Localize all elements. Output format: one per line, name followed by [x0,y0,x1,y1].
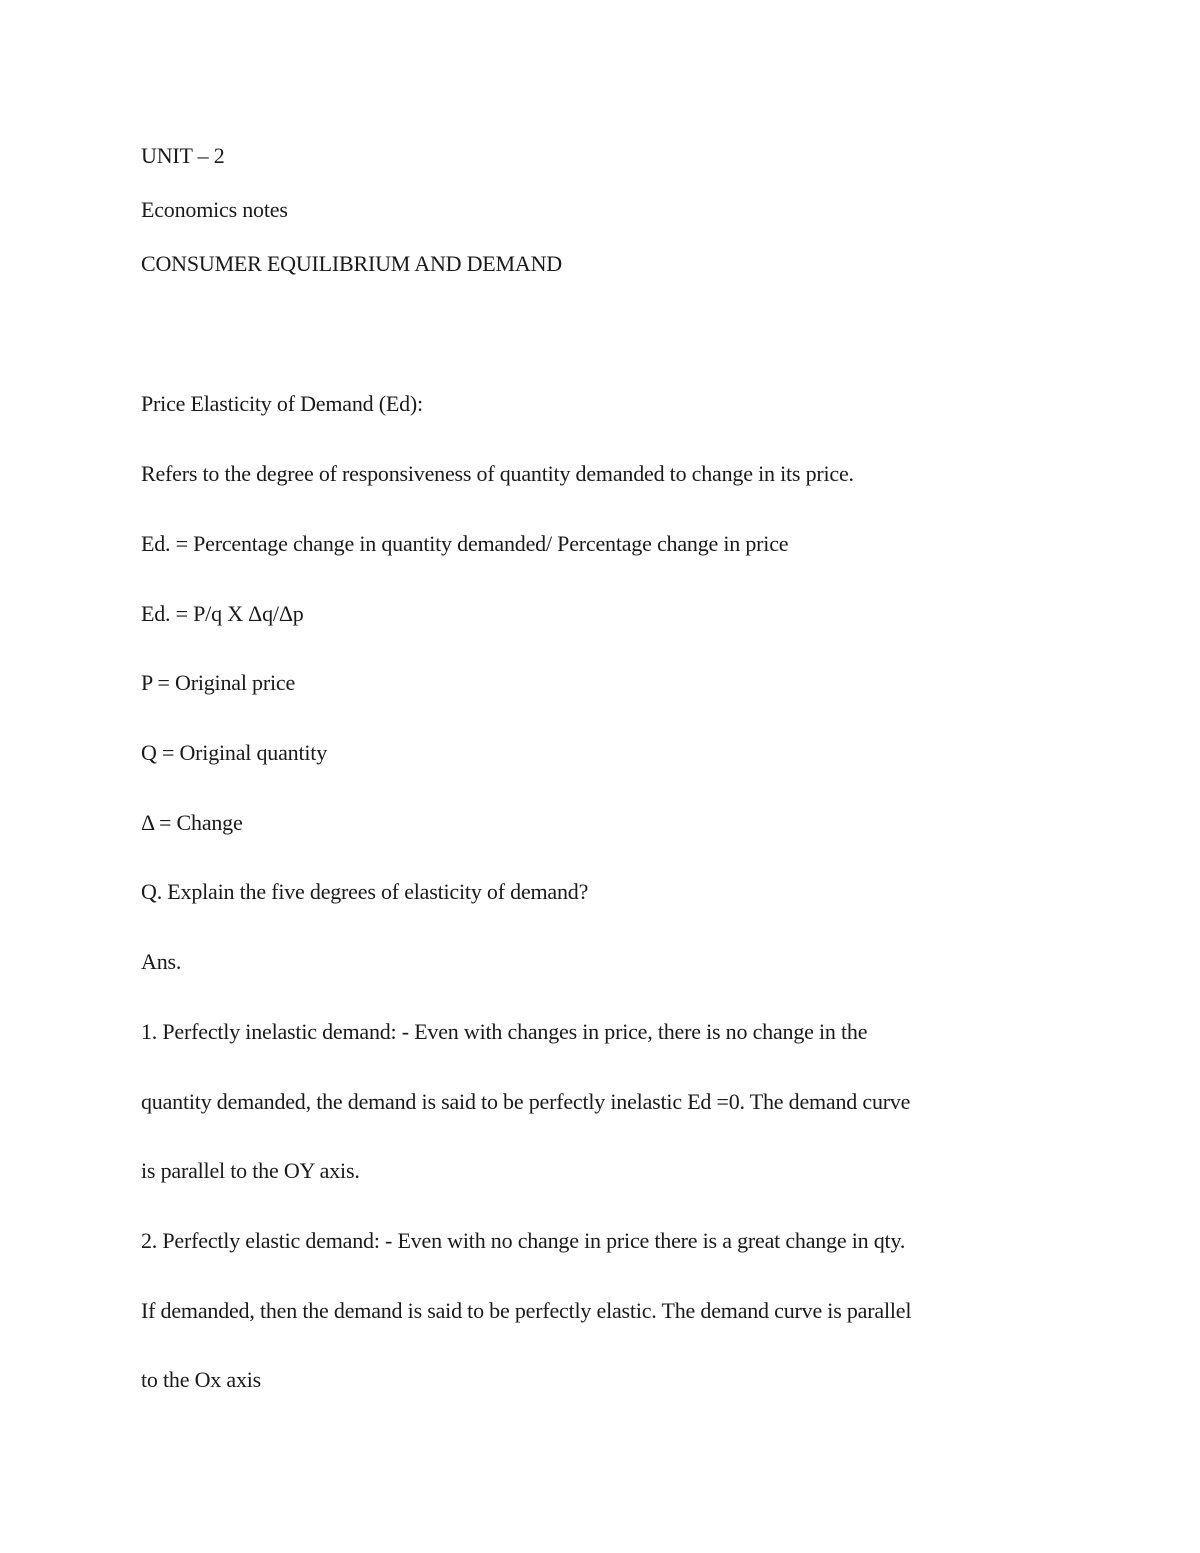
point-1-line-2: quantity demanded, the demand is said to be perfectly inelastic Ed =0. The demand curve [141,1089,911,1114]
section-title: Price Elasticity of Demand (Ed): [141,391,423,416]
formula-percentage: Ed. = Percentage change in quantity demanded/ Percentage change in price [141,531,789,556]
question-line: Q. Explain the five degrees of elasticity of demand? [141,879,589,904]
legend-original-price: P = Original price [141,670,296,695]
formula-ratio: Ed. = P/q X Δq/Δp [141,601,304,626]
point-1-line-1: 1. Perfectly inelastic demand: - Even with changes in price, there is no change in the [141,1019,868,1044]
point-2-line-2: If demanded, then the demand is said to be perfectly elastic. The demand curve is parallel [141,1298,912,1323]
answer-label: Ans. [141,949,182,974]
legend-original-quantity: Q = Original quantity [141,740,328,765]
point-2-line-1: 2. Perfectly elastic demand: - Even with no change in price there is a great change in qty. [141,1228,906,1253]
point-1-line-3: is parallel to the OY axis. [141,1158,360,1183]
subject-line: Economics notes [141,197,288,222]
chapter-title: CONSUMER EQUILIBRIUM AND DEMAND [141,251,562,276]
point-2-line-3: to the Ox axis [141,1367,262,1392]
definition-paragraph: Refers to the degree of responsiveness of quantity demanded to change in its price. [141,461,854,486]
unit-heading: UNIT – 2 [141,143,225,168]
legend-change: Δ = Change [141,810,243,835]
